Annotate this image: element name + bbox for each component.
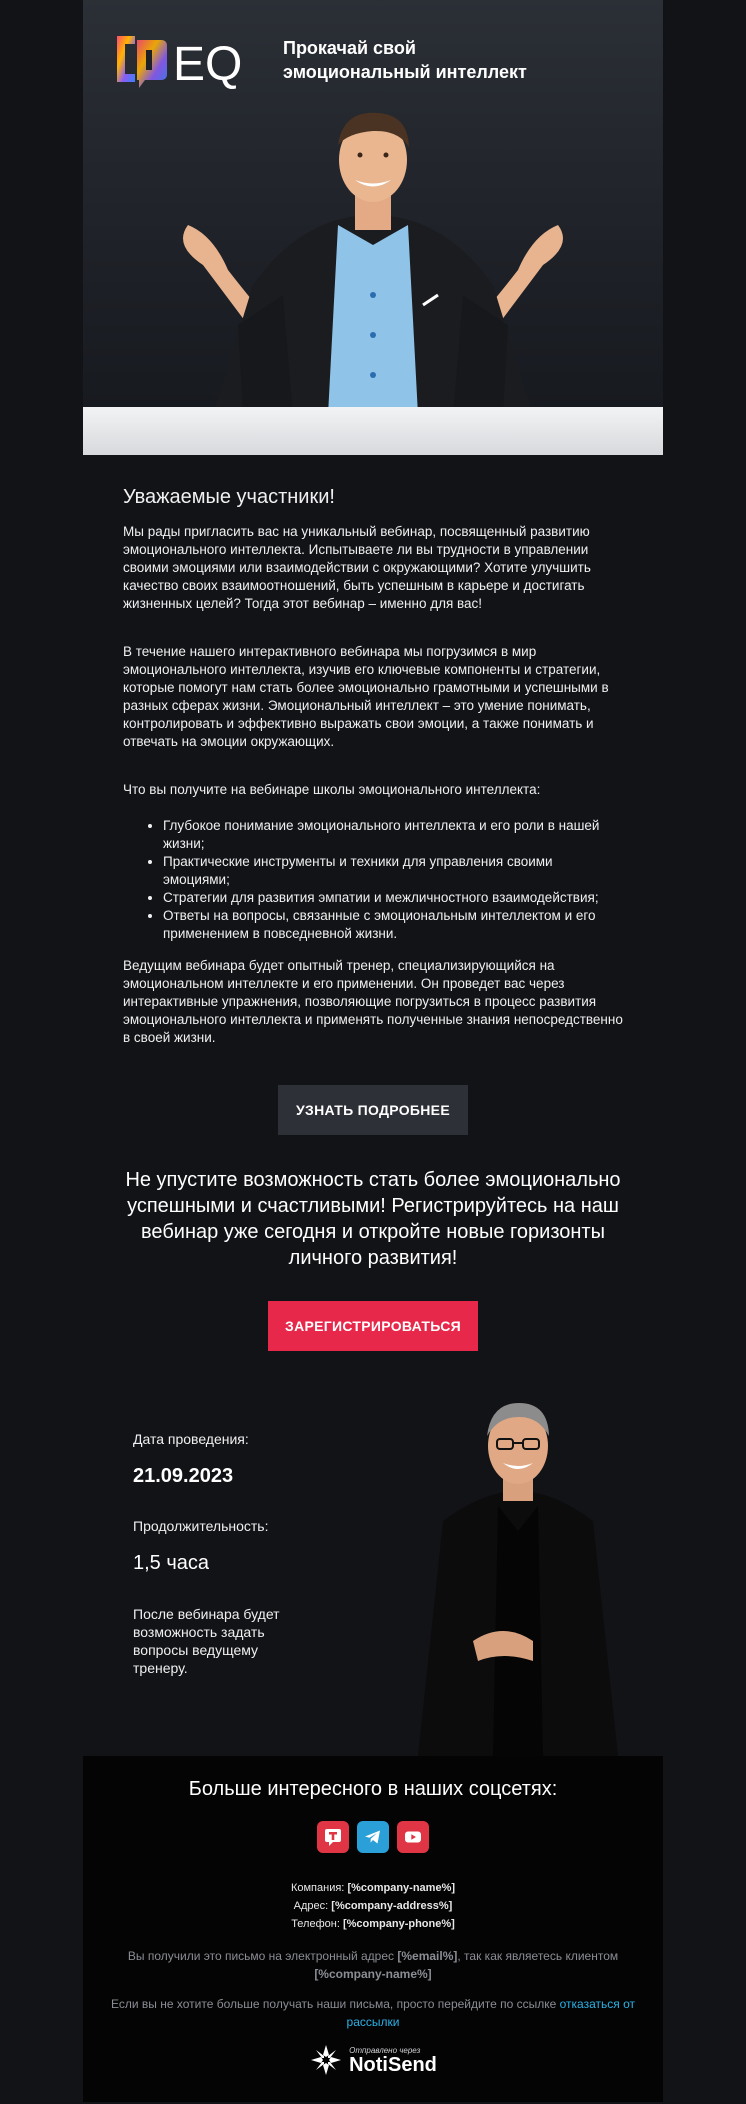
- notisend-brand: NotiSend: [349, 2053, 437, 2076]
- social-links: [103, 1821, 643, 1853]
- sent-via-text: Отправлено через: [349, 2045, 421, 2055]
- list-item: • Практические инструменты и техники для управления своими эмоциями;: [163, 853, 623, 889]
- eq-logo: [113, 30, 243, 92]
- paragraph-trainer: Ведущим вебинара будет опытный тренер, специализирующийся на эмоциональном интеллекте и его применении. Он проведет вас через интерактивные упражнения, позволяющие погрузиться в процесс развития эмоционального интеллекта и применять полученные знания непосредственно в своей жизни.: [123, 958, 623, 1045]
- t-journal-icon[interactable]: [317, 1821, 349, 1853]
- unsubscribe-notice: Если вы не хотите больше получать наши письма, просто перейдите по ссылке отказаться от рассылки: [111, 1997, 635, 2029]
- greeting: Уважаемые участники!: [123, 486, 335, 508]
- benefits-list: [123, 817, 623, 943]
- list-intro: Что вы получите на вебинаре школы эмоционального интеллекта:: [123, 782, 541, 797]
- event-details: [133, 1431, 333, 1677]
- notisend-logo-icon: [309, 2043, 343, 2077]
- register-button[interactable]: ЗАРЕГИСТРИРОВАТЬСЯ: [268, 1301, 478, 1351]
- cta-text: Не упустите возможность стать более эмоционально успешными и счастливыми! Регистрируйтесь на наш вебинар уже сегодня и откройте новые горизонты личного развития!: [125, 1169, 621, 1269]
- hero-banner: [83, 0, 663, 455]
- duration-label: Продолжительность:: [133, 1518, 269, 1534]
- paragraph-intro: Мы рады пригласить вас на уникальный вебинар, посвященный развитию эмоционального интеллекта. Испытываете ли вы трудности в управлении своими эмоциями или взаимодействии с окружающими? Хотите улучшить качество своих взаимоотношений, быть успешным в карьере и достигать жизненных целей? Тогда этот вебинар – именно для вас!: [123, 524, 591, 611]
- after-webinar-text: После вебинара будет возможность задать вопросы ведущему тренеру.: [133, 1606, 280, 1676]
- event-info-section: [83, 1391, 663, 1756]
- telegram-icon[interactable]: [357, 1821, 389, 1853]
- trainer-photo: [403, 1391, 633, 1756]
- learn-more-button[interactable]: УЗНАТЬ ПОДРОБНЕЕ: [278, 1085, 468, 1135]
- email-container: [83, 0, 663, 2102]
- company-info: Компания: [%company-name%] Адрес: [%company-address%] Телефон: [%company-phone%]: [290, 1882, 456, 1930]
- white-table-surface: [83, 407, 663, 455]
- list-item: • Глубокое понимание эмоционального интеллекта и его роли в нашей жизни;: [163, 817, 623, 853]
- date-label: Дата проведения:: [133, 1431, 249, 1447]
- letter-body: [83, 455, 663, 1047]
- hero-title: Прокачай свой эмоциональный интеллект: [283, 38, 527, 82]
- footer: [83, 1756, 663, 2102]
- date-value: 21.09.2023: [133, 1465, 234, 1487]
- list-item: • Ответы на вопросы, связанные с эмоциональным интеллектом и его применением в повседневной жизни.: [163, 907, 623, 943]
- list-item: • Стратегии для развития эмпатии и межличностного взаимодействия;: [163, 889, 623, 907]
- subscription-notice: Вы получили это письмо на электронный адрес [%email%], так как являетесь клиентом [%company-name%]: [127, 1949, 619, 1981]
- social-title: Больше интересного в наших соцсетях:: [188, 1778, 558, 1800]
- youtube-icon[interactable]: [397, 1821, 429, 1853]
- smiling-man-photo: [133, 95, 613, 415]
- notisend-badge[interactable]: [103, 2043, 643, 2077]
- paragraph-about: В течение нашего интерактивного вебинара мы погрузимся в мир эмоционального интеллекта, изучив его ключевые компоненты и стратегии, которые помогут нам стать более эмоционально грамотными и успешными в разных сферах жизни. Эмоциональный интеллект – это умение понимать, контролировать и эффективно выражать свои эмоции, а также понимать и отвечать на эмоции окружающих.: [123, 644, 609, 749]
- logo-text: EQ: [173, 38, 243, 91]
- duration-value: 1,5 часа: [133, 1552, 210, 1574]
- unsubscribe-link[interactable]: отказаться от рассылки: [346, 1997, 635, 2029]
